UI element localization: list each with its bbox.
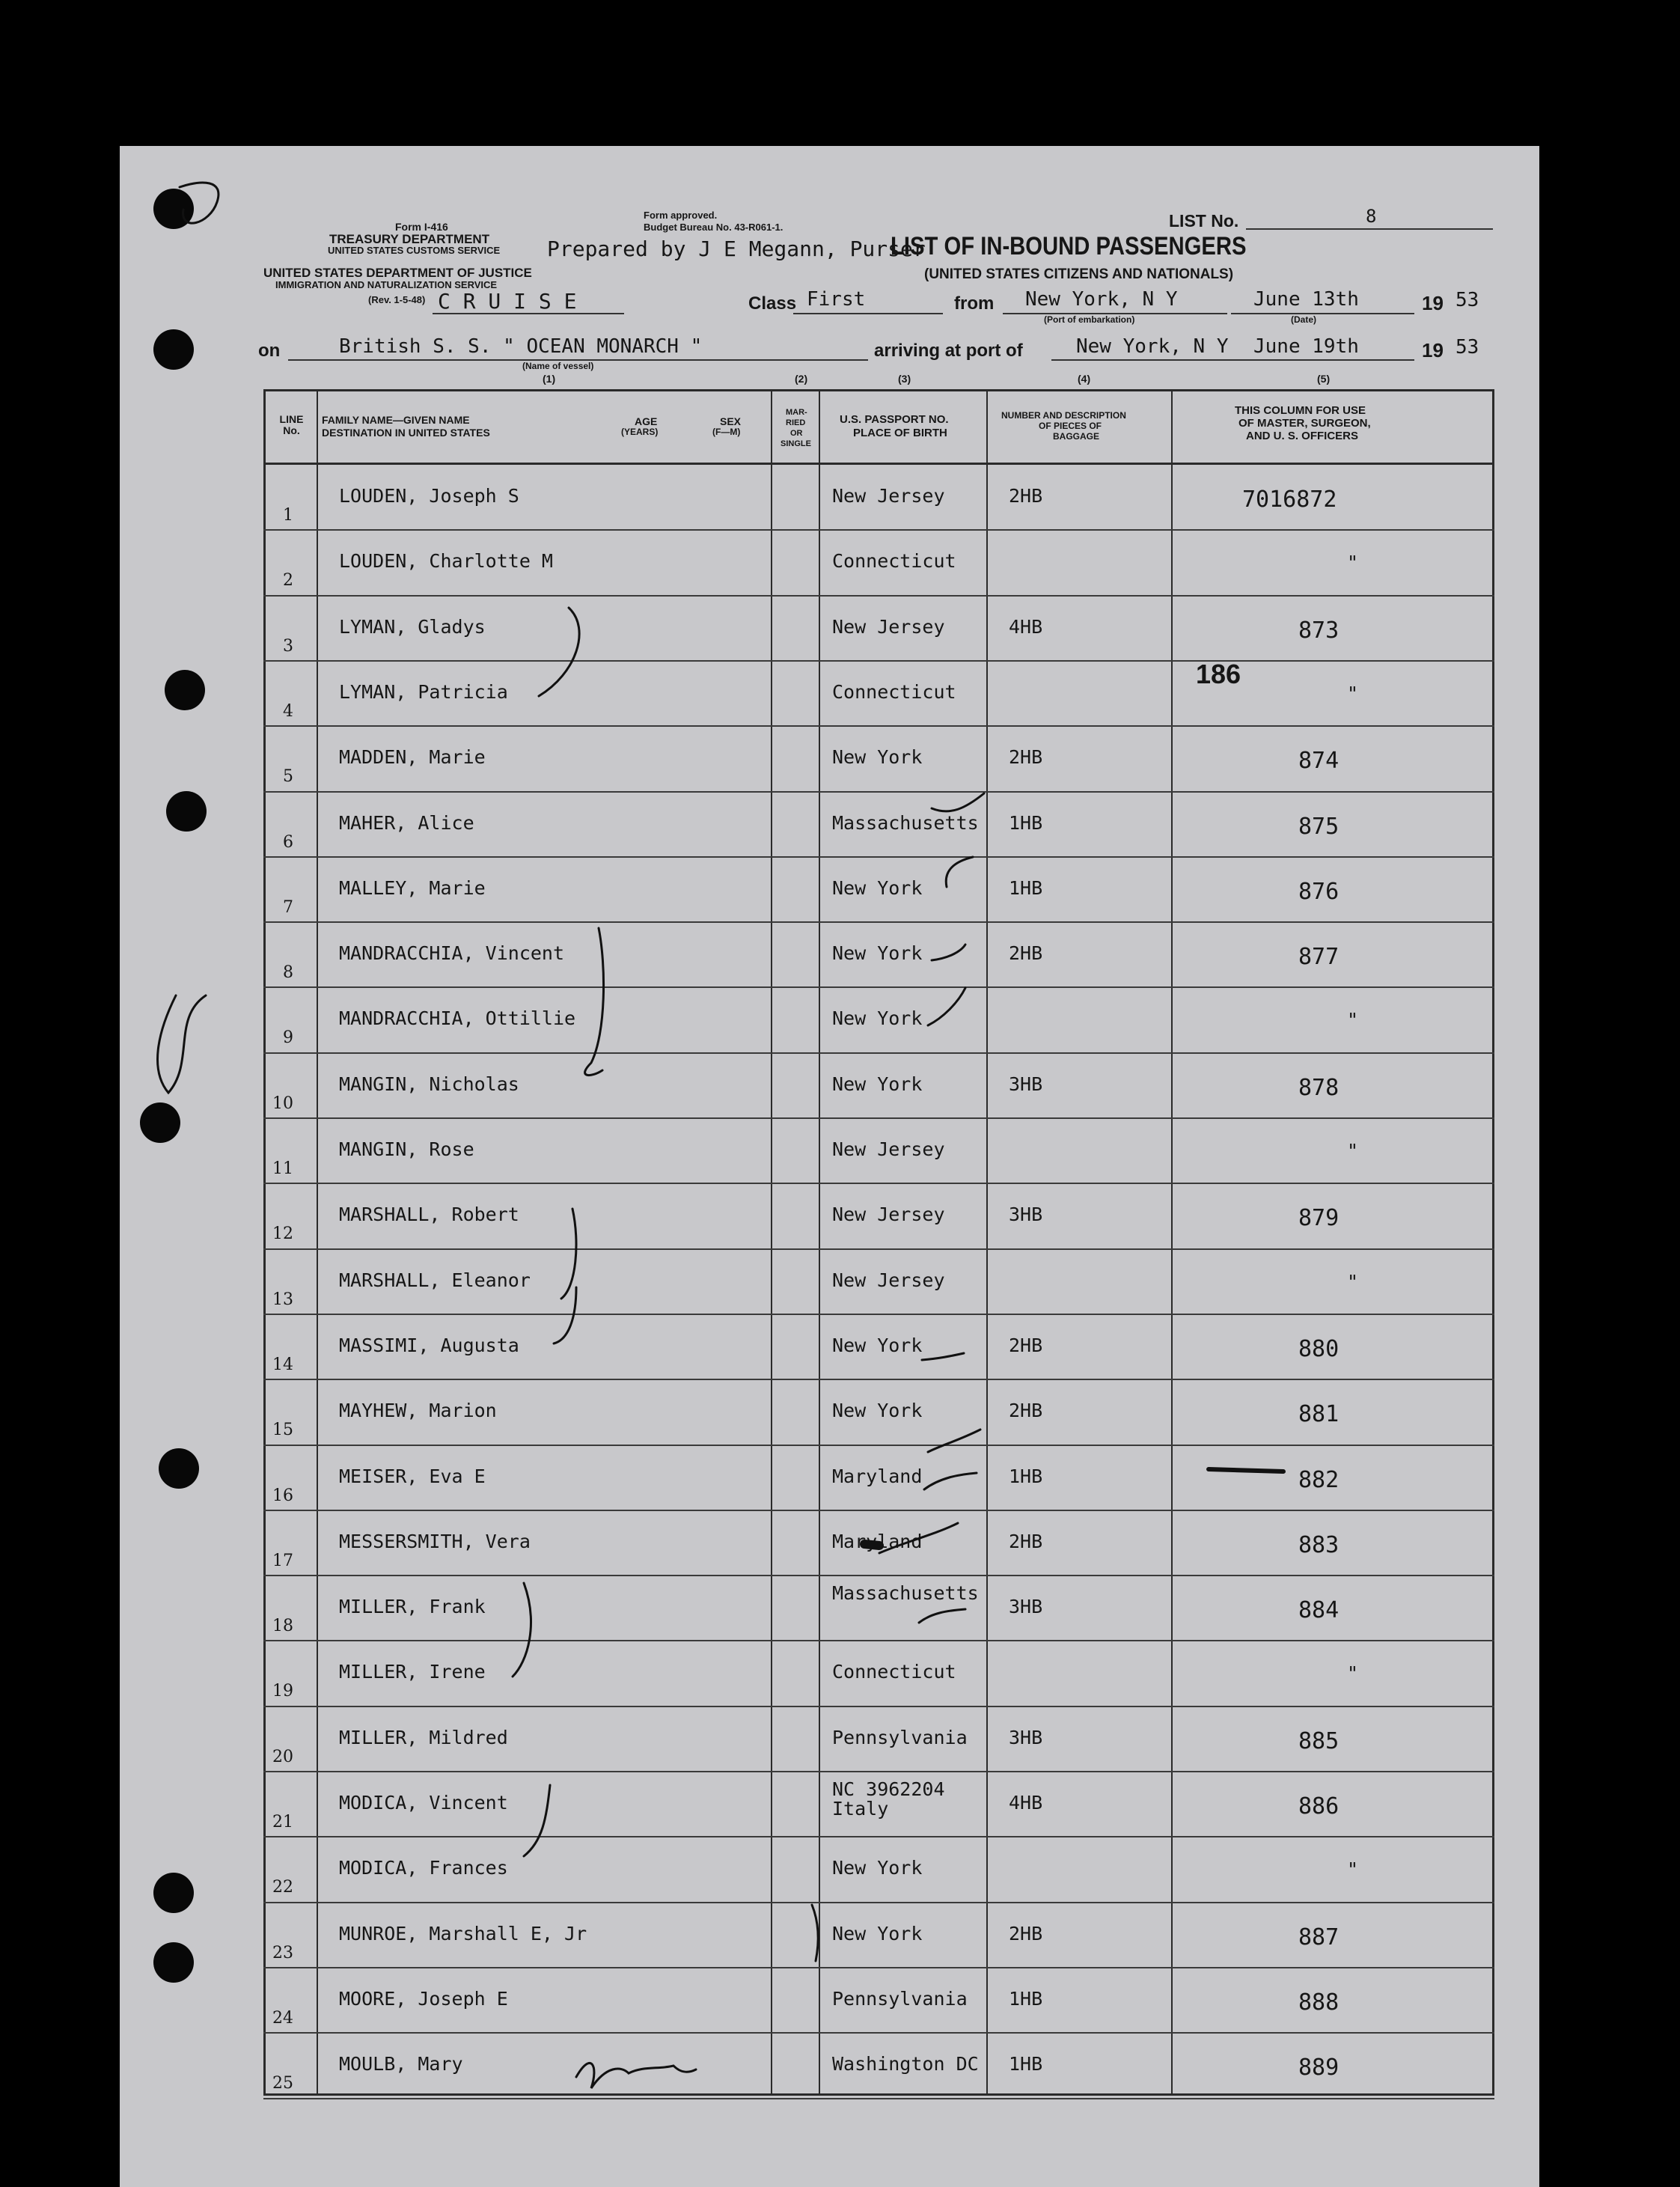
passenger-name: MANDRACCHIA, Vincent (339, 942, 565, 965)
line-number: 24 (272, 2008, 293, 2028)
row-divider (263, 791, 1494, 793)
row-divider (263, 1183, 1494, 1184)
baggage-count: 4HB (1009, 615, 1043, 638)
baggage-count: 2HB (1009, 1922, 1043, 1944)
officer-number: 886 (1298, 1793, 1340, 1820)
col-divider (317, 389, 318, 2096)
line-number: 1 (283, 506, 293, 525)
baggage-count: 1HB (1009, 1465, 1043, 1487)
place-of-birth: Massachusetts (832, 1582, 979, 1605)
col-header-married-3: OR (790, 429, 803, 438)
officer-number: 877 (1298, 944, 1340, 971)
passenger-name: MODICA, Frances (339, 1857, 508, 1879)
col-num-2: (2) (795, 373, 808, 385)
place-of-birth: New Jersey (832, 1204, 945, 1226)
list-no-value: 8 (1366, 206, 1377, 227)
officer-number: 887 (1298, 1924, 1340, 1950)
row-divider (263, 660, 1494, 662)
from-port: New York, N Y (1025, 288, 1178, 311)
baggage-count: 2HB (1009, 1334, 1043, 1356)
baggage-count: 2HB (1009, 942, 1043, 965)
baggage-count: 3HB (1009, 1596, 1043, 1618)
officer-number: 874 (1298, 748, 1340, 775)
row-divider (263, 1248, 1494, 1250)
from-label: from (954, 293, 995, 314)
from-date: June 13th (1253, 288, 1359, 311)
row-divider (263, 1510, 1494, 1511)
passenger-name: MAHER, Alice (339, 811, 474, 834)
col-header-passport: U.S. PASSPORT NO. (840, 413, 949, 426)
place-of-birth: New York (832, 1073, 923, 1095)
document-subtitle: (UNITED STATES CITIZENS AND NATIONALS) (924, 266, 1234, 282)
row-divider (263, 986, 1494, 988)
col-header-destination: DESTINATION IN UNITED STATES (322, 427, 490, 439)
from-year: 53 (1456, 289, 1479, 311)
passenger-name: MESSERSMITH, Vera (339, 1530, 531, 1552)
officer-number: 889 (1298, 2055, 1340, 2081)
passenger-name: MANGIN, Nicholas (339, 1073, 519, 1095)
vessel-name: British S. S. " OCEAN MONARCH " (339, 335, 703, 358)
place-of-birth: New Jersey (832, 615, 945, 638)
col-header-married-2: RIED (786, 418, 806, 427)
passenger-name: LYMAN, Gladys (339, 615, 486, 638)
officer-number: 888 (1298, 1989, 1340, 2016)
col-header-age: AGE (635, 415, 658, 427)
col-num-3: (3) (898, 373, 911, 385)
line-number: 25 (272, 2074, 293, 2093)
place-of-birth: Connecticut (832, 550, 956, 573)
class-value: First (807, 288, 866, 311)
place-of-birth: New York (832, 1857, 923, 1879)
row-divider (263, 2032, 1494, 2034)
col-num-1: (1) (543, 373, 556, 385)
place-of-birth: New York (832, 876, 923, 899)
col-header-baggage: NUMBER AND DESCRIPTION (1001, 410, 1126, 421)
class-label: Class (748, 293, 797, 314)
row-divider (263, 1052, 1494, 1054)
binder-hole (153, 329, 194, 370)
line-number: 2 (283, 571, 293, 591)
col-header-officers: THIS COLUMN FOR USE (1235, 404, 1366, 417)
passenger-name: LOUDEN, Charlotte M (339, 550, 553, 573)
line-number: 5 (283, 767, 293, 787)
col-divider (819, 389, 820, 2096)
arrival-date: June 19th (1253, 335, 1359, 358)
col-divider (1171, 389, 1173, 2096)
treasury-label: TREASURY DEPARTMENT (329, 232, 490, 246)
col-header-sex: SEX (720, 415, 742, 427)
baggage-count: 2HB (1009, 746, 1043, 769)
baggage-count: 1HB (1009, 2053, 1043, 2075)
line-number: 11 (272, 1159, 293, 1178)
col-header-line: LINE No. (279, 413, 304, 436)
col-num-4: (4) (1078, 373, 1091, 385)
col-header-married: MAR- (786, 408, 807, 417)
line-number: 15 (272, 1421, 293, 1440)
col-header-age-sub: (YEARS) (621, 427, 659, 437)
place-of-birth: Maryland (832, 1530, 923, 1552)
officer-number: 876 (1298, 878, 1340, 905)
row-divider (263, 1771, 1494, 1772)
row-divider (263, 921, 1494, 923)
passenger-name: MALLEY, Marie (339, 876, 486, 899)
binder-hole (153, 189, 194, 229)
line-number: 10 (272, 1094, 293, 1113)
prepared-by: Prepared by J E Megann, Purser (547, 237, 926, 261)
justice-label: UNITED STATES DEPARTMENT OF JUSTICE (263, 266, 532, 280)
col-divider (986, 389, 988, 2096)
line-number: 7 (283, 897, 293, 917)
on-label: on (258, 341, 281, 361)
officer-number: 881 (1298, 1401, 1340, 1428)
col-header-birth: PLACE OF BIRTH (853, 427, 947, 439)
line-number: 14 (272, 1355, 293, 1374)
class-underline (793, 313, 943, 314)
row-divider (263, 1314, 1494, 1315)
place-of-birth: Massachusetts (832, 811, 979, 834)
place-of-birth: Maryland (832, 1465, 923, 1487)
col-header-baggage-2: OF PIECES OF (1039, 421, 1102, 431)
line-number: 9 (283, 1028, 293, 1048)
officer-number: 878 (1298, 1074, 1340, 1101)
from-year-prefix: 19 (1422, 292, 1444, 314)
arriving-label: arriving at port of (874, 341, 1023, 361)
vessel-label: (Name of vessel) (522, 361, 594, 371)
line-number: 20 (272, 1747, 293, 1766)
place-of-birth: New York (832, 1922, 923, 1944)
line-number: 22 (272, 1878, 293, 1897)
place-of-birth: New York (832, 1400, 923, 1422)
row-divider (263, 1706, 1494, 1707)
place-of-birth: New York (832, 1007, 923, 1030)
date-underline (1231, 313, 1414, 314)
place-of-birth: New Jersey (832, 1269, 945, 1291)
row-divider (263, 1117, 1494, 1119)
col-header-officers-2: OF MASTER, SURGEON, (1238, 417, 1371, 430)
place-of-birth: Connecticut (832, 1661, 956, 1683)
passenger-name: MOULB, Mary (339, 2053, 463, 2075)
line-number: 3 (283, 636, 293, 656)
baggage-count: 1HB (1009, 811, 1043, 834)
line-number: 21 (272, 1813, 293, 1831)
baggage-count: 3HB (1009, 1073, 1043, 1095)
binder-hole (165, 670, 205, 710)
form-approved: Form approved. (644, 210, 718, 221)
passport-number: NC 3962204 (832, 1778, 945, 1800)
row-divider (263, 725, 1494, 727)
officer-number: 885 (1298, 1727, 1340, 1754)
place-of-birth: Pennsylvania (832, 1726, 968, 1748)
port-embark-label: (Port of embarkation) (1044, 314, 1135, 325)
row-divider (263, 1445, 1494, 1446)
list-no-underline (1246, 228, 1493, 230)
header-rule (263, 463, 1494, 465)
baggage-count: 2HB (1009, 1530, 1043, 1552)
row-divider (263, 595, 1494, 597)
budget-label: Budget Bureau No. 43-R061-1. (644, 222, 784, 233)
line-number: 4 (283, 701, 293, 721)
passenger-name: LOUDEN, Joseph S (339, 485, 519, 507)
row-divider (263, 1575, 1494, 1576)
form-id: Form I-416 (395, 221, 448, 233)
list-no-label: LIST No. (1169, 211, 1239, 231)
binder-hole (153, 1942, 194, 1983)
date-label: (Date) (1291, 314, 1317, 325)
officer-number: " (1347, 682, 1359, 704)
passenger-name: MILLER, Irene (339, 1661, 486, 1683)
passenger-name: MANGIN, Rose (339, 1138, 474, 1160)
officer-number: " (1347, 1270, 1359, 1293)
officer-number: 880 (1298, 1335, 1340, 1362)
line-number: 18 (272, 1617, 293, 1636)
col-header-sex-sub: (F—M) (712, 427, 741, 437)
line-number: 16 (272, 1486, 293, 1505)
binder-hole (166, 791, 207, 832)
col-num-5: (5) (1317, 373, 1331, 385)
officer-number: 875 (1298, 813, 1340, 840)
place-of-birth: New Jersey (832, 1138, 945, 1160)
baggage-count: 3HB (1009, 1726, 1043, 1748)
passenger-name: MILLER, Frank (339, 1596, 486, 1618)
passenger-name: MANDRACCHIA, Ottillie (339, 1007, 576, 1030)
officer-number: 883 (1298, 1531, 1340, 1558)
passenger-name: LYMAN, Patricia (339, 680, 508, 703)
line-number: 13 (272, 1290, 293, 1309)
cruise-label: C R U I S E (438, 289, 577, 314)
passenger-name: MADDEN, Marie (339, 746, 486, 769)
officer-number: 884 (1298, 1597, 1340, 1624)
baggage-count: 1HB (1009, 1987, 1043, 2010)
officer-number: " (1347, 552, 1359, 574)
col-header-officers-3: AND U. S. OFFICERS (1246, 430, 1359, 442)
officer-number: " (1347, 1662, 1359, 1685)
place-of-birth: New York (832, 1334, 923, 1356)
cruise-underline (433, 313, 624, 314)
place-of-birth: Pennsylvania (832, 1987, 968, 2010)
passenger-name: MUNROE, Marshall E, Jr (339, 1922, 587, 1944)
binder-hole (153, 1873, 194, 1913)
place-of-birth: New Jersey (832, 485, 945, 507)
baggage-count: 2HB (1009, 1400, 1043, 1422)
rev-label: (Rev. 1-5-48) (368, 294, 426, 305)
baggage-count: 2HB (1009, 485, 1043, 507)
line-number: 23 (272, 1943, 293, 1962)
passenger-name: MARSHALL, Robert (339, 1204, 519, 1226)
passenger-name: MAYHEW, Marion (339, 1400, 497, 1422)
stamp-186: 186 (1196, 659, 1241, 689)
passenger-name: MILLER, Mildred (339, 1726, 508, 1748)
baggage-count: 3HB (1009, 1204, 1043, 1226)
baggage-count: 4HB (1009, 1792, 1043, 1814)
col-header-name: FAMILY NAME—GIVEN NAME (322, 414, 470, 426)
officer-number: 882 (1298, 1466, 1340, 1493)
officer-number: 879 (1298, 1205, 1340, 1232)
col-header-married-4: SINGLE (781, 439, 811, 448)
row-divider (263, 1902, 1494, 1903)
arrival-year-prefix: 19 (1422, 339, 1444, 362)
place-of-birth: Italy (832, 1798, 889, 1820)
officer-number: " (1347, 1858, 1359, 1881)
passenger-name: MARSHALL, Eleanor (339, 1269, 531, 1291)
line-number: 8 (283, 963, 293, 983)
col-header-baggage-3: BAGGAGE (1053, 431, 1100, 442)
arrival-year: 53 (1456, 336, 1479, 359)
line-number: 6 (283, 832, 293, 852)
line-number: 12 (272, 1224, 293, 1244)
ins-label: IMMIGRATION AND NATURALIZATION SERVICE (275, 279, 498, 290)
col-divider (771, 389, 772, 2096)
passenger-name: MODICA, Vincent (339, 1792, 508, 1814)
document-title: LIST OF IN-BOUND PASSENGERS (891, 232, 1247, 260)
officer-number: " (1347, 1009, 1359, 1031)
line-number: 17 (272, 1551, 293, 1570)
arrival-port: New York, N Y (1076, 335, 1229, 358)
baggage-count: 1HB (1009, 876, 1043, 899)
place-of-birth: New York (832, 746, 923, 769)
row-divider (263, 856, 1494, 858)
row-divider (263, 1640, 1494, 1641)
row-divider (263, 529, 1494, 531)
place-of-birth: Washington DC (832, 2053, 979, 2075)
officer-number: 7016872 (1242, 486, 1337, 513)
row-divider (263, 1967, 1494, 1968)
line-number: 19 (272, 1682, 293, 1701)
passenger-name: MEISER, Eva E (339, 1465, 486, 1487)
row-divider (263, 1836, 1494, 1837)
customs-label: UNITED STATES CUSTOMS SERVICE (328, 245, 501, 256)
binder-hole (140, 1102, 180, 1143)
place-of-birth: New York (832, 942, 923, 965)
officer-number: 873 (1298, 617, 1340, 644)
arrival-underline (1051, 359, 1414, 361)
row-divider (263, 2098, 1494, 2099)
officer-number: " (1347, 1140, 1359, 1162)
passenger-name: MOORE, Joseph E (339, 1987, 508, 2010)
binder-hole (159, 1448, 199, 1489)
passenger-name: MASSIMI, Augusta (339, 1334, 519, 1356)
passenger-table (263, 389, 1494, 2096)
place-of-birth: Connecticut (832, 680, 956, 703)
row-divider (263, 1379, 1494, 1380)
